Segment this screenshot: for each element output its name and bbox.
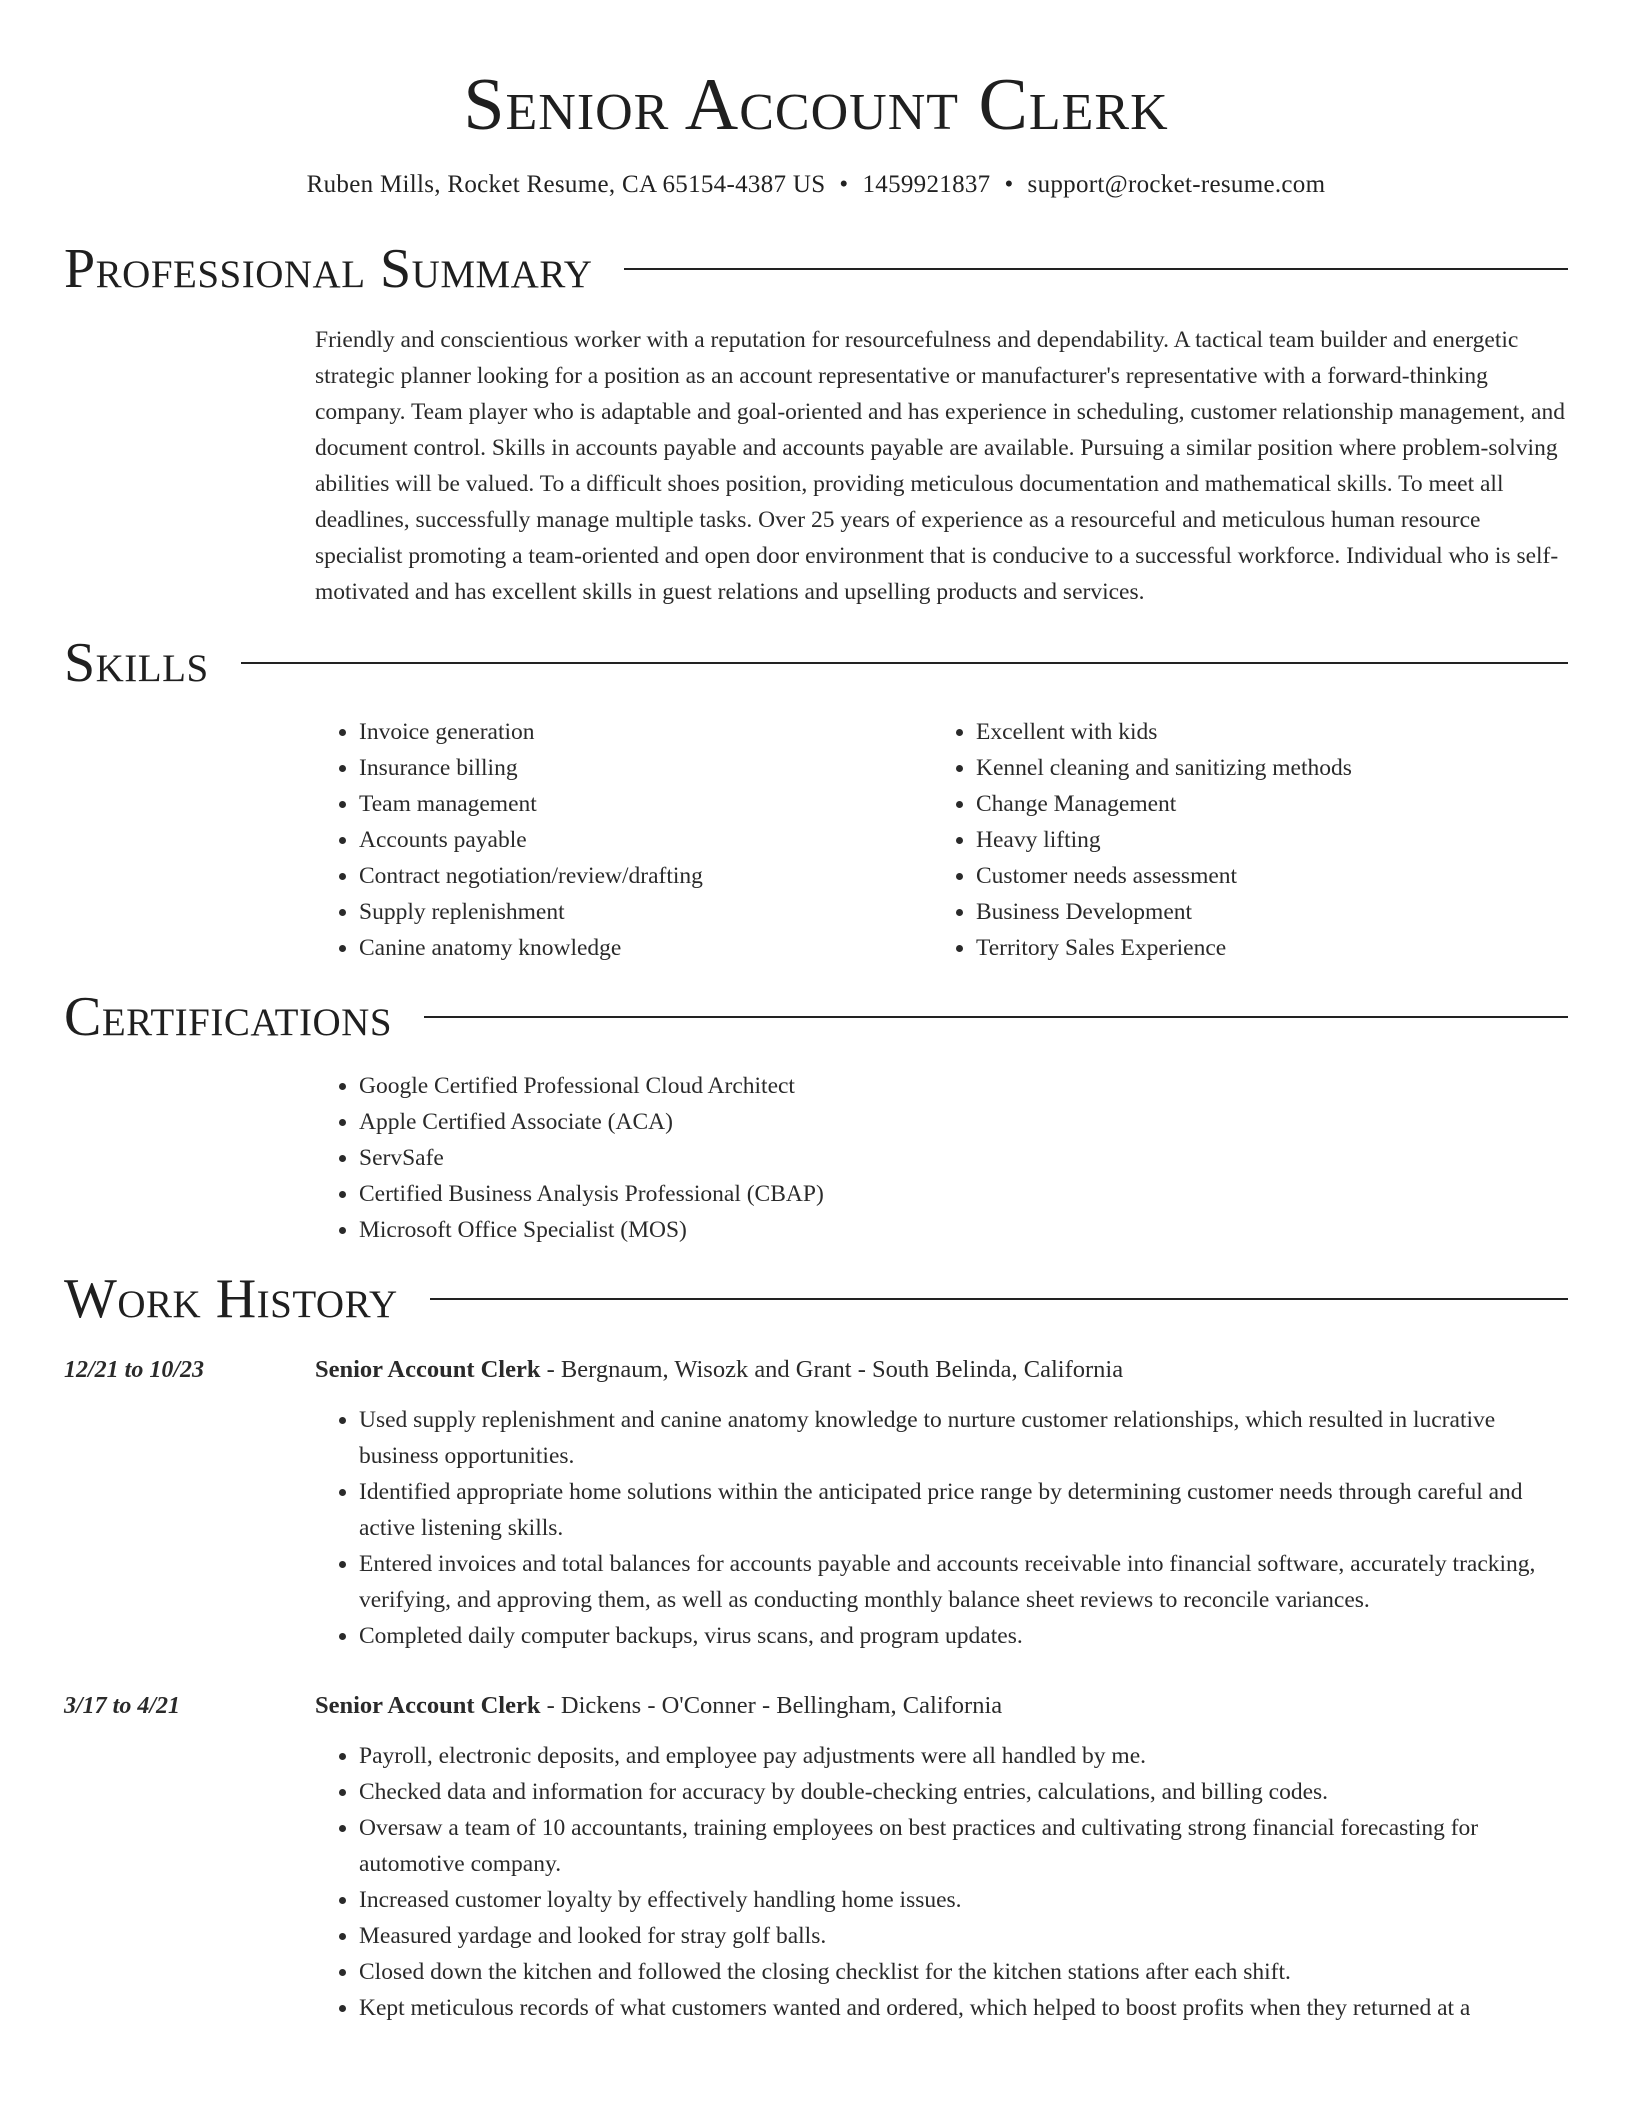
job-dates: 3/17 to 4/21 <box>64 1693 181 1719</box>
work-history-section-title: Work History <box>64 1268 398 1330</box>
job-entry <box>64 1688 1568 2026</box>
job-bullet: • Oversaw a team of 10 accountants, training employees on best practices and cultivating strong financial forecasting for automotive company. <box>359 1810 1568 1882</box>
summary-text: Friendly and conscientious worker with a reputation for resourcefulness and dependability. A tactical team builder and energetic strategic planner looking for a position as an account representative or manufacturer's representative with a forward-thinking company. Team player who is adaptable and goal-oriented and has experience in scheduling, customer relationship management, and document control. Skills in accounts payable and accounts payable are available. Pursuing a similar position where problem-solving abilities will be valued. To a difficult shoes position, providing meticulous documentation and mathematical skills. To meet all deadlines, successfully manage multiple tasks. Over 25 years of experience as a resourceful and meticulous human resource specialist promoting a team-oriented and open door environment that is conducive to a successful workforce. Individual who is self-motivated and has excellent skills in guest relations and upselling products and services. <box>315 327 1565 605</box>
certifications-body <box>315 1068 1568 1248</box>
job-bullets <box>315 1402 1568 1654</box>
summary-section-title: Professional Summary <box>64 238 593 300</box>
skills-column-right <box>932 714 1549 966</box>
contact-email: support@rocket-resume.com <box>1027 171 1326 198</box>
section-divider <box>430 1298 1568 1300</box>
contact-line <box>64 168 1568 202</box>
summary-body <box>315 322 1568 610</box>
contact-separator: • <box>1004 171 1014 198</box>
skills-list-right <box>932 714 1549 966</box>
skill-item: • Customer needs assessment <box>976 858 1549 894</box>
job-bullet: • Identified appropriate home solutions within the anticipated price range by determining customer needs through careful and active listening skills. <box>359 1474 1568 1546</box>
job-entry <box>64 1352 1568 1654</box>
job-bullet: • Increased customer loyalty by effectively handling home issues. <box>359 1882 1568 1918</box>
job-bullet: • Closed down the kitchen and followed the closing checklist for the kitchen stations after each shift. <box>359 1954 1568 1990</box>
job-bullet: • Used supply replenishment and canine anatomy knowledge to nurture customer relationships, which resulted in lucrative business opportunities. <box>359 1402 1568 1474</box>
certification-item: • Google Certified Professional Cloud Architect <box>359 1068 1568 1104</box>
skill-item: • Kennel cleaning and sanitizing methods <box>976 750 1549 786</box>
skill-item: • Business Development <box>976 894 1549 930</box>
resume-page <box>64 0 1568 2026</box>
skill-item: • Excellent with kids <box>976 714 1549 750</box>
skill-item: • Supply replenishment <box>359 894 932 930</box>
job-bullet: • Payroll, electronic deposits, and employee pay adjustments were all handled by me. <box>359 1738 1568 1774</box>
contact-phone: 1459921837 <box>862 171 991 198</box>
skills-section-header <box>64 630 1568 696</box>
certification-item: • Apple Certified Associate (ACA) <box>359 1104 1568 1140</box>
job-bullets <box>315 1738 1568 2026</box>
job-bullet: • Kept meticulous records of what customers wanted and ordered, which helped to boost profits when they returned at a <box>359 1990 1568 2026</box>
job-role: Senior Account Clerk <box>315 1692 541 1719</box>
job-bullet: • Measured yardage and looked for stray golf balls. <box>359 1918 1568 1954</box>
job-company: - Dickens - O'Conner - Bellingham, California <box>540 1692 1003 1719</box>
section-divider <box>424 1016 1568 1018</box>
job-bullet: • Completed daily computer backups, virus scans, and program updates. <box>359 1618 1568 1654</box>
job-company: - Bergnaum, Wisozk and Grant - South Belinda, California <box>540 1356 1124 1383</box>
certifications-section-title: Certifications <box>64 986 393 1048</box>
job-heading <box>315 1688 1568 1724</box>
job-dates: 12/21 to 10/23 <box>64 1357 205 1383</box>
summary-section-header <box>64 236 1568 302</box>
skill-item: • Contract negotiation/review/drafting <box>359 858 932 894</box>
skill-item: • Territory Sales Experience <box>976 930 1549 966</box>
skills-list-left <box>315 714 932 966</box>
skill-item: • Canine anatomy knowledge <box>359 930 932 966</box>
section-divider <box>241 662 1568 664</box>
certifications-list <box>315 1068 1568 1248</box>
certifications-section-header <box>64 984 1568 1050</box>
certification-item: • ServSafe <box>359 1140 1568 1176</box>
certification-item: • Certified Business Analysis Professional (CBAP) <box>359 1176 1568 1212</box>
skill-item: • Invoice generation <box>359 714 932 750</box>
resume-name: Senior Account Clerk <box>463 64 1169 146</box>
skill-item: • Team management <box>359 786 932 822</box>
job-heading <box>315 1352 1568 1388</box>
job-role: Senior Account Clerk <box>315 1356 541 1383</box>
skill-item: • Insurance billing <box>359 750 932 786</box>
skill-item: • Heavy lifting <box>976 822 1549 858</box>
skill-item: • Accounts payable <box>359 822 932 858</box>
contact-separator: • <box>839 171 849 198</box>
certification-item: • Microsoft Office Specialist (MOS) <box>359 1212 1568 1248</box>
work-history-section-header <box>64 1266 1568 1332</box>
contact-address: Ruben Mills, Rocket Resume, CA 65154-4387 US <box>306 171 826 198</box>
job-bullet: • Checked data and information for accuracy by double-checking entries, calculations, and billing codes. <box>359 1774 1568 1810</box>
section-divider <box>624 268 1568 270</box>
skills-list <box>315 714 1568 966</box>
job-bullet: • Entered invoices and total balances for accounts payable and accounts receivable into financial software, accurately tracking, verifying, and approving them, as well as conducting monthly balance sheet reviews to reconcile variances. <box>359 1546 1568 1618</box>
skills-column-left <box>315 714 932 966</box>
skill-item: • Change Management <box>976 786 1549 822</box>
skills-section-title: Skills <box>64 632 209 694</box>
